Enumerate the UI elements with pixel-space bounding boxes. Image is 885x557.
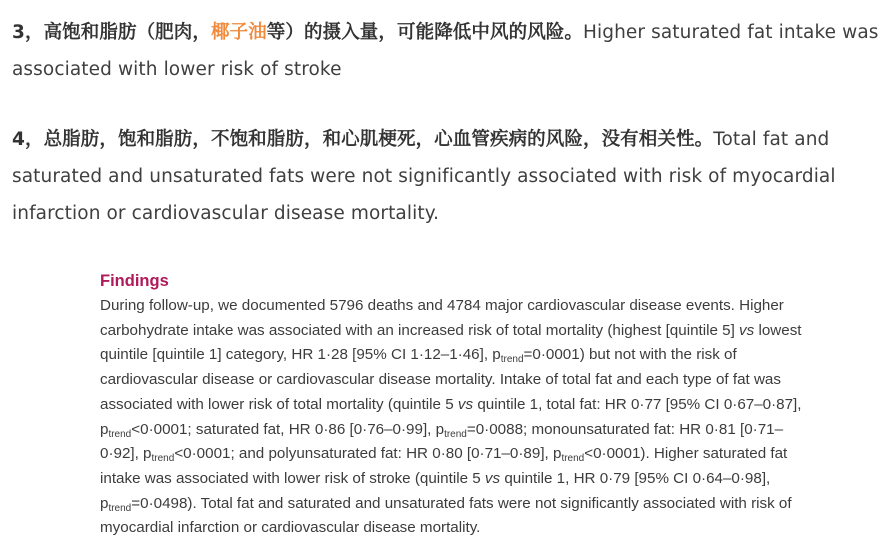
point-4-chinese-text: 4，总脂肪，饱和脂肪，不饱和脂肪，和心肌梗死，心血管疾病的风险，没有相关性。 <box>12 129 714 150</box>
article-body <box>12 14 880 232</box>
point-4-english-text: Total fat and saturated and unsaturated fats were not significantly associated with risk of myocardial infarction or cardiovascular disease mortality. <box>12 129 836 224</box>
findings-heading: Findings <box>100 272 169 290</box>
findings-excerpt <box>100 268 820 541</box>
point-3-english-text: Higher saturated fat intake was associated with lower risk of stroke <box>12 22 879 80</box>
coconut-oil-highlight: 椰子油 <box>210 22 267 43</box>
findings-text: During follow-up, we documented 5796 deaths and 4784 major cardiovascular disease events. Higher carbohydrate intake was associated with an increased risk of total mortality (highest [quintile 5] vs lowest quintile [quintile 1] category, HR 1·28 [95% CI 1·12–1·46], $p_{trend}=0\cdot 0001$) but not with the risk of cardiovascular disease or cardiovascular disease mortality. Intake of total fat and each type of fat was associated with lower risk of total mortality (quintile 5 vs quintile 1, total fat: HR 0·77 [95% CI 0·67–0·87], $p_{trend}<0\cdot 0001$; saturated fat, HR 0·86 [0·76–0·99], $p_{trend}=0\cdot 0088$; monounsaturated fat: HR 0·81 [0·71–0·92], $p_{trend}<0\cdot 0001$; and polyunsaturated fat: HR 0·80 [0·71–0·89], $p_{trend}<0\cdot 0001$). Higher saturated fat intake was associated with lower risk of stroke (quintile 5 vs quintile 1, HR 0·79 [95% CI 0·64–0·98], $p_{trend}=0\cdot 0498$). Total fat and saturated and unsaturated fats were not significantly associated with risk of myocardial infarction or cardiovascular disease mortality. <box>100 297 802 537</box>
point-3-paragraph <box>12 14 880 88</box>
point-3-chinese-text: 3，高饱和脂肪（肥肉，椰子油等）的摄入量，可能降低中风的风险。 <box>12 22 583 43</box>
point-4-paragraph <box>12 121 880 232</box>
